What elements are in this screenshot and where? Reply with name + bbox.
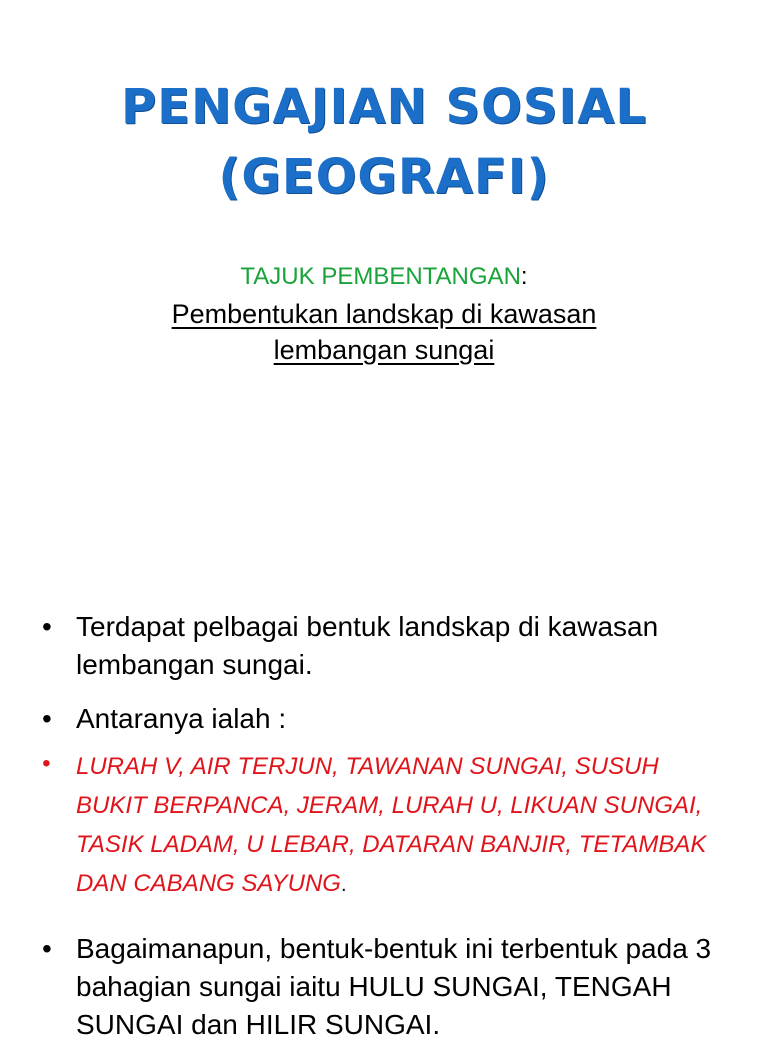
presentation-topic [0, 258, 768, 368]
bullet-item [42, 700, 732, 738]
bullet-list-2 [42, 700, 732, 738]
bullet-trail: . [340, 874, 347, 896]
bullet-list-1 [42, 608, 732, 684]
bullet-dot: • [42, 703, 52, 734]
slide-title [0, 72, 768, 212]
bullet-dot: • [42, 933, 52, 964]
topic-title-line-2: lembangan sungai [273, 335, 495, 365]
bullet-dot: • [42, 611, 52, 642]
bullet-list-3 [42, 746, 732, 904]
topic-title-line-1: Pembentukan landskap di kawasan [171, 299, 597, 329]
bullet-item [42, 746, 732, 904]
bullet-text: Bagaimanapun, bentuk-bentuk ini terbentuk pada 3 bahagian sungai iaitu HULU SUNGAI, TENGAH SUNGAI dan HILIR SUNGAI. [76, 933, 712, 1040]
topic-label-line [0, 258, 768, 296]
title-line-1: PENGAJIAN SOSIAL [121, 79, 647, 135]
bullet-item [42, 608, 732, 684]
bullet-list-4 [42, 930, 732, 1044]
bullet-text: Terdapat pelbagai bentuk landskap di kawasan lembangan sungai. [76, 611, 659, 680]
bullet-text-highlight: LURAH V, AIR TERJUN, TAWANAN SUNGAI, SUSUH BUKIT BERPANCA, JERAM, LURAH U, LIKUAN SUNGAI, TASIK LADAM, U LEBAR, DATARAN BANJIR, TETAMBAK DAN CABANG SAYUNG [76, 753, 707, 897]
bullet-dot: • [42, 750, 51, 777]
bullet-text: Antaranya ialah : [76, 703, 287, 734]
bullet-item [42, 930, 732, 1044]
topic-label: TAJUK PEMBENTANGAN [240, 263, 521, 290]
title-line-2: (GEOGRAFI) [218, 149, 550, 205]
topic-label-colon: : [520, 263, 528, 290]
